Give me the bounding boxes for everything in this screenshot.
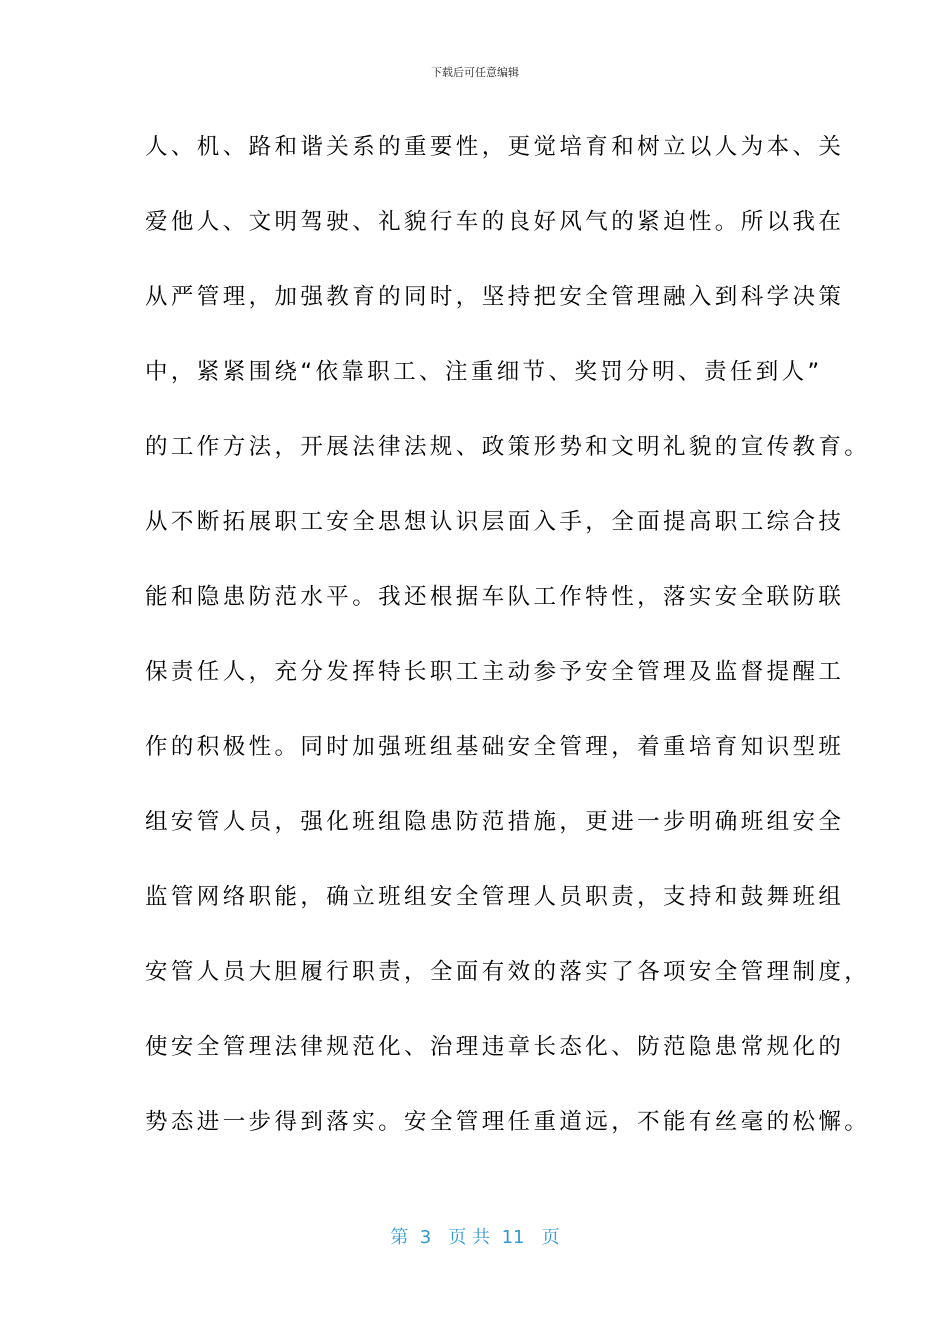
text-line: 使安全管理法律规范化、治理违章长态化、防范隐患常规化的	[145, 1034, 845, 1060]
download-note-header: 下载后可任意编辑	[431, 66, 519, 79]
text-line: 势态进一步得到落实。安全管理任重道远，不能有丝毫的松懈。	[145, 1109, 871, 1135]
document-body	[145, 125, 871, 1175]
text-line: 能和隐患防范水平。我还根据车队工作特性，落实安全联防联	[145, 584, 845, 610]
text-line: 保责任人，充分发挥特长职工主动参予安全管理及监督提醒工	[145, 659, 845, 685]
text-line: 从严管理，加强教育的同时，坚持把安全管理融入到科学决策	[145, 284, 845, 310]
text-line: 监管网络职能，确立班组安全管理人员职责，支持和鼓舞班组	[145, 884, 845, 910]
text-line: 作的积极性。同时加强班组基础安全管理，着重培育知识型班	[145, 734, 845, 760]
page-number-footer: 第 3 页 共 11 页	[390, 1227, 560, 1248]
text-line: 人、机、路和谐关系的重要性，更觉培育和树立以人为本、关	[145, 134, 845, 160]
text-line: 爱他人、文明驾驶、礼貌行车的良好风气的紧迫性。所以我在	[145, 209, 845, 235]
text-line: 中，紧紧围绕“依靠职工、注重细节、奖罚分明、责任到人”	[145, 359, 823, 385]
text-line: 的工作方法，开展法律法规、政策形势和文明礼貌的宣传教育。	[145, 434, 871, 460]
text-line: 安管人员大胆履行职责，全面有效的落实了各项安全管理制度，	[145, 959, 871, 985]
text-line: 从不断拓展职工安全思想认识层面入手，全面提高职工综合技	[145, 509, 845, 535]
text-line: 组安管人员，强化班组隐患防范措施，更进一步明确班组安全	[145, 809, 845, 835]
